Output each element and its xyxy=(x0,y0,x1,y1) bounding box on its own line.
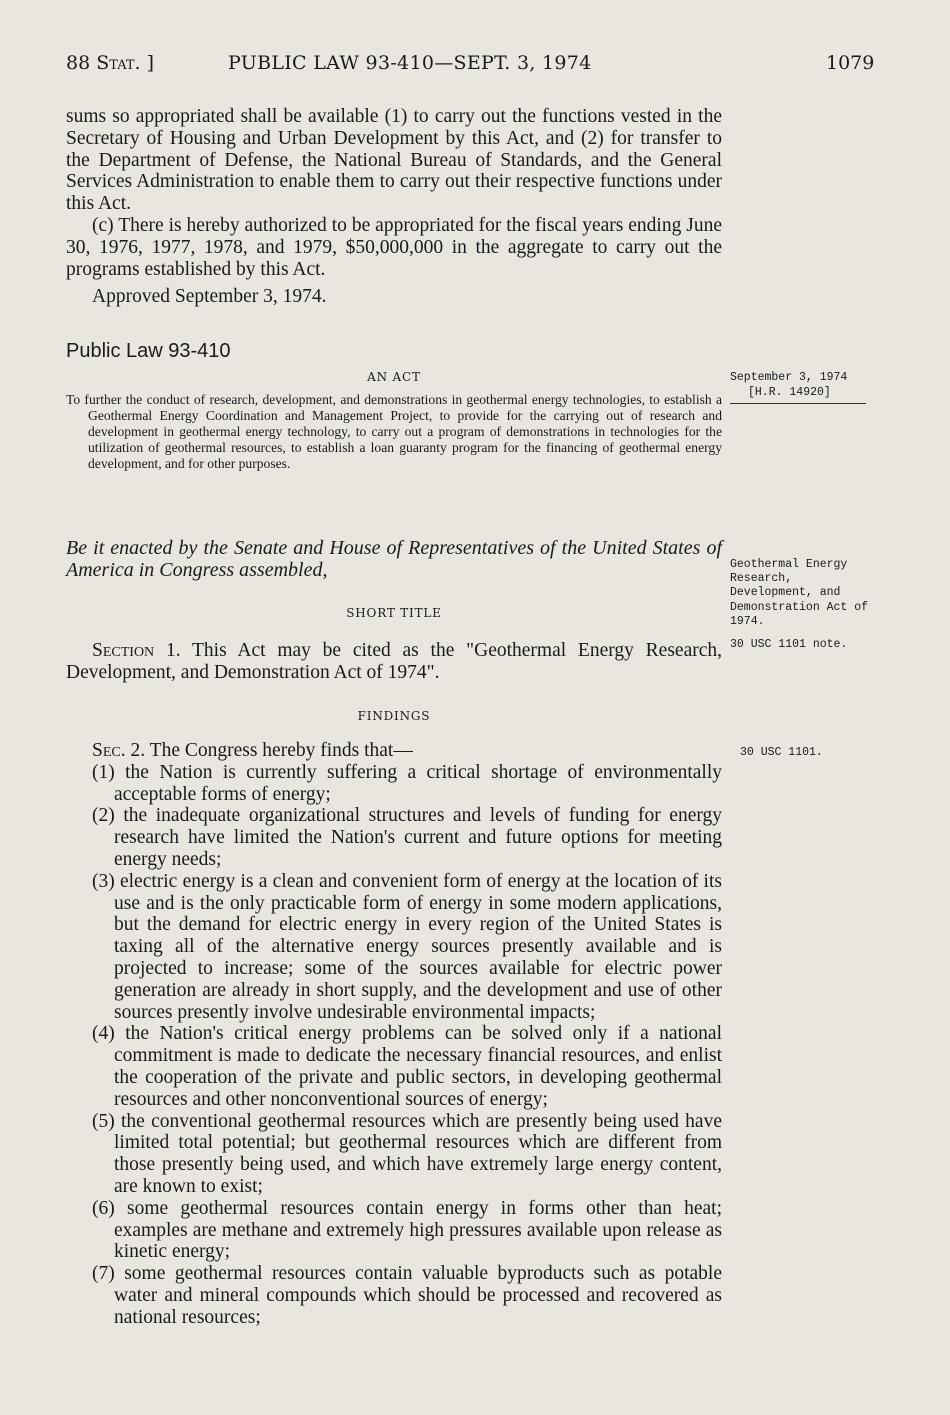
short-title-heading: SHORT TITLE xyxy=(346,606,442,620)
page-number: 1079 xyxy=(826,52,875,74)
margin-bill-number: [H.R. 14920] xyxy=(748,386,831,399)
finding-item: (3) electric energy is a clean and convenient form of energy at the location of its use and is the only practicable form of energy in some modern applications, but the demand for electric energy in every region of the United States is taxing all of the alternative energy sources presently available and is projected to increase; some of the sources available for electric power generation are already in short supply, and the development and use of other sources presently involve undesirable environmental impacts; xyxy=(92,870,722,1023)
margin-divider xyxy=(730,403,866,404)
act-heading: AN ACT xyxy=(367,370,421,384)
margin-usc-note: 30 USC 1101 note. xyxy=(730,638,848,651)
finding-item: (5) the conventional geothermal resources which are presently being used have limited total potential; but geothermal resources which are different from those presently being used, and which have extremely large energy content, are known to exist; xyxy=(92,1110,722,1197)
section-2-intro: The Congress hereby finds that— xyxy=(149,740,413,761)
findings-heading: FINDINGS xyxy=(357,709,431,723)
section-1-label: Section 1. xyxy=(92,640,181,661)
opening-paragraph: sums so appropriated shall be available (1) to carry out the functions vested in the Secretary of Housing and Urban Development by this Act, and (2) for transfer to the Department of Defense, the National Bureau of Standards, and the General Services Administration to enable them to carry out their respective functions under this Act. xyxy=(66,106,722,215)
appropriation-paragraph: (c) There is hereby authorized to be appropriated for the fiscal years ending June 30, 1976, 1977, 1978, and 1979, $50,000,000 in the aggregate to carry out the programs established by this Act. xyxy=(66,214,722,280)
section-2 xyxy=(66,740,722,1329)
public-law-label: Public Law 93-410 xyxy=(66,340,231,362)
running-header: PUBLIC LAW 93-410—SEPT. 3, 1974 xyxy=(228,52,592,74)
finding-item: (1) the Nation is currently suffering a critical shortage of environmentally acceptable forms of energy; xyxy=(92,761,722,805)
margin-usc: 30 USC 1101. xyxy=(740,746,823,759)
statute-reference: 88 Stat. ] xyxy=(66,52,155,74)
finding-item: (7) some geothermal resources contain valuable byproducts such as potable water and mineral compounds which should be processed and recovered as national resources; xyxy=(92,1263,722,1328)
margin-date: September 3, 1974 xyxy=(730,371,848,384)
act-summary: To further the conduct of research, development, and demonstrations in geothermal energy technologies, to establish a Geothermal Energy Coordination and Management Project, to provide for the carrying out of research and development in geothermal energy technology, to carry out a program of demonstrations in technologies for the utilization of geothermal resources, to establish a loan guaranty program for the financing of geothermal energy development, and for other purposes. xyxy=(66,392,722,472)
finding-item: (4) the Nation's critical energy problems can be solved only if a national commitment is made to dedicate the necessary financial resources, and enlist the cooperation of the private and public sectors, in developing geothermal resources and other nonconventional sources of energy; xyxy=(92,1023,722,1110)
section-1 xyxy=(66,640,722,684)
finding-item: (6) some geothermal resources contain energy in forms other than heat; examples are methane and extremely high pressures available upon release as kinetic energy; xyxy=(92,1197,722,1263)
finding-item: (2) the inadequate organizational structures and levels of funding for energy research have limited the Nation's current and future options for meeting energy needs; xyxy=(92,805,722,870)
section-1-text: This Act may be cited as the "Geothermal Energy Research, Development, and Demonstration Act of 1974". xyxy=(66,640,723,683)
section-2-label: Sec. 2. xyxy=(92,740,146,761)
approval-line: Approved September 3, 1974. xyxy=(92,286,327,308)
margin-act-name: Geothermal Energy Research, Development, and Demonstration Act of 1974. xyxy=(730,558,869,628)
opening-text xyxy=(66,106,722,308)
enacting-clause: Be it enacted by the Senate and House of Representatives of the United States of America in Congress assembled, xyxy=(66,537,722,581)
